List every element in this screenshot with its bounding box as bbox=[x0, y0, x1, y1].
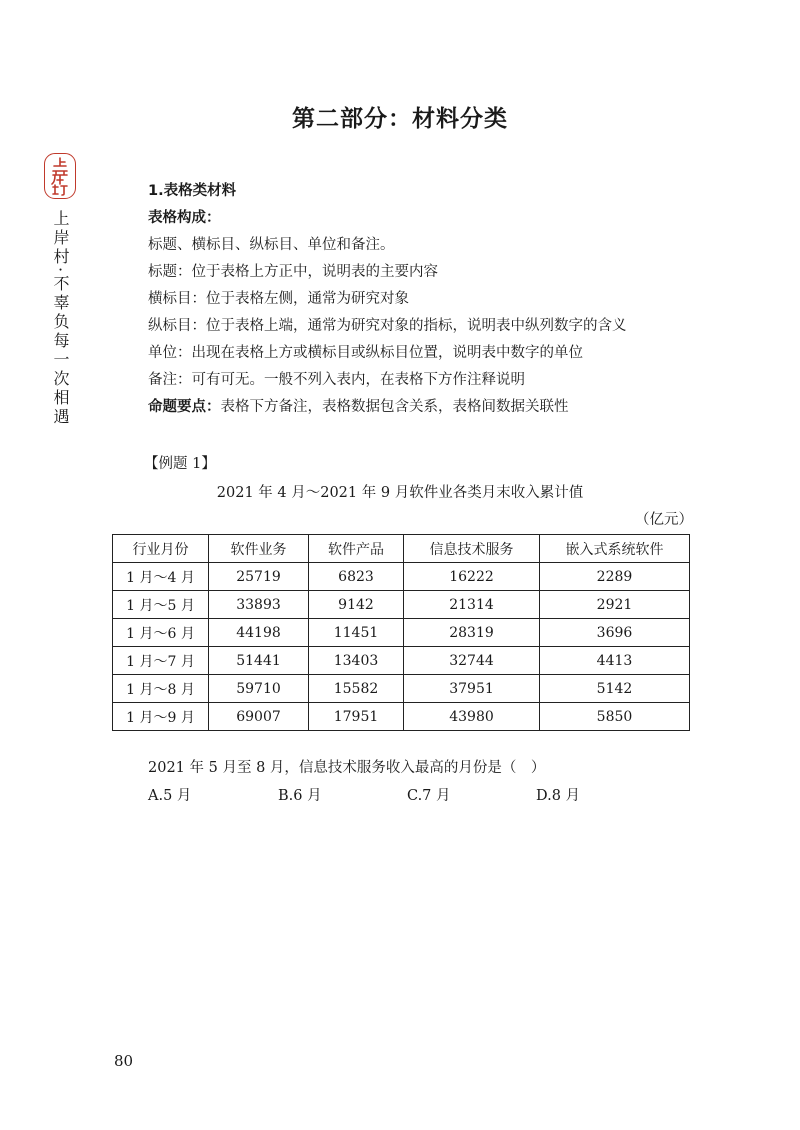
table-cell: 21314 bbox=[404, 591, 540, 619]
sidebar-slogan: 上岸村·不辜负每一次相遇 bbox=[51, 210, 70, 428]
table-cell: 2289 bbox=[540, 563, 690, 591]
table-cell: 15582 bbox=[309, 675, 404, 703]
table-cell: 37951 bbox=[404, 675, 540, 703]
table-cell: 4413 bbox=[540, 647, 690, 675]
table-cell: 5850 bbox=[540, 703, 690, 731]
table-header-cell: 信息技术服务 bbox=[404, 535, 540, 563]
body-line: 横标目：位于表格左侧，通常为研究对象 bbox=[148, 291, 409, 307]
seal-logo bbox=[44, 153, 76, 199]
table-header-cell: 嵌入式系统软件 bbox=[540, 535, 690, 563]
data-table bbox=[112, 534, 690, 731]
body-line: 标题：位于表格上方正中，说明表的主要内容 bbox=[148, 264, 438, 280]
table-cell: 43980 bbox=[404, 703, 540, 731]
page-title: 第二部分：材料分类 bbox=[292, 106, 508, 132]
table-header-cell: 软件业务 bbox=[209, 535, 309, 563]
table-cell: 69007 bbox=[209, 703, 309, 731]
table-unit: （亿元） bbox=[635, 512, 693, 528]
option-c: C.7 月 bbox=[407, 788, 451, 804]
table-header-row bbox=[113, 535, 690, 563]
table-row bbox=[113, 703, 690, 731]
table-row bbox=[113, 591, 690, 619]
key-points-label: 命题要点： bbox=[148, 399, 221, 415]
table-cell: 59710 bbox=[209, 675, 309, 703]
section-subheading: 表格构成： bbox=[148, 210, 221, 226]
table-cell: 2921 bbox=[540, 591, 690, 619]
table-row bbox=[113, 619, 690, 647]
content-section bbox=[148, 178, 708, 421]
table-cell: 1 月～9 月 bbox=[113, 703, 209, 731]
table-cell: 44198 bbox=[209, 619, 309, 647]
option-d: D.8 月 bbox=[536, 788, 581, 804]
table-cell: 11451 bbox=[309, 619, 404, 647]
answer-options bbox=[148, 784, 688, 806]
table-cell: 9142 bbox=[309, 591, 404, 619]
body-line: 备注：可有可无。一般不列入表内，在表格下方作注释说明 bbox=[148, 372, 525, 388]
table-cell: 51441 bbox=[209, 647, 309, 675]
table-row bbox=[113, 647, 690, 675]
example-label: 【例题 1】 bbox=[144, 456, 216, 472]
page-number: 80 bbox=[114, 1052, 134, 1070]
option-b: B.6 月 bbox=[278, 788, 322, 804]
table-cell: 1 月～6 月 bbox=[113, 619, 209, 647]
table-cell: 16222 bbox=[404, 563, 540, 591]
table-cell: 3696 bbox=[540, 619, 690, 647]
table-cell: 25719 bbox=[209, 563, 309, 591]
section-heading: 1.表格类材料 bbox=[148, 183, 237, 199]
table-title: 2021 年 4 月～2021 年 9 月软件业各类月末收入累计值 bbox=[216, 485, 584, 501]
table-row bbox=[113, 675, 690, 703]
table-cell: 32744 bbox=[404, 647, 540, 675]
table-header-cell: 软件产品 bbox=[309, 535, 404, 563]
table-cell: 28319 bbox=[404, 619, 540, 647]
key-points-text: 表格下方备注，表格数据包含关系，表格间数据关联性 bbox=[220, 399, 569, 415]
table-cell: 5142 bbox=[540, 675, 690, 703]
seal-logo-icon bbox=[45, 154, 75, 198]
table-cell: 33893 bbox=[209, 591, 309, 619]
table-cell: 1 月～7 月 bbox=[113, 647, 209, 675]
table-row bbox=[113, 563, 690, 591]
body-line: 纵标目：位于表格上端，通常为研究对象的指标，说明表中纵列数字的含义 bbox=[148, 318, 627, 334]
question-text: 2021 年 5 月至 8 月，信息技术服务收入最高的月份是（ ） bbox=[148, 760, 546, 776]
body-line: 标题、横标目、纵标目、单位和备注。 bbox=[148, 237, 395, 253]
option-a: A.5 月 bbox=[148, 788, 192, 804]
table-cell: 17951 bbox=[309, 703, 404, 731]
table-cell: 1 月～4 月 bbox=[113, 563, 209, 591]
key-points-line bbox=[148, 394, 708, 421]
table-cell: 1 月～8 月 bbox=[113, 675, 209, 703]
table-cell: 13403 bbox=[309, 647, 404, 675]
body-line: 单位：出现在表格上方或横标目或纵标目位置，说明表中数字的单位 bbox=[148, 345, 583, 361]
table-cell: 6823 bbox=[309, 563, 404, 591]
table-cell: 1 月～5 月 bbox=[113, 591, 209, 619]
table-header-cell: 行业月份 bbox=[113, 535, 209, 563]
